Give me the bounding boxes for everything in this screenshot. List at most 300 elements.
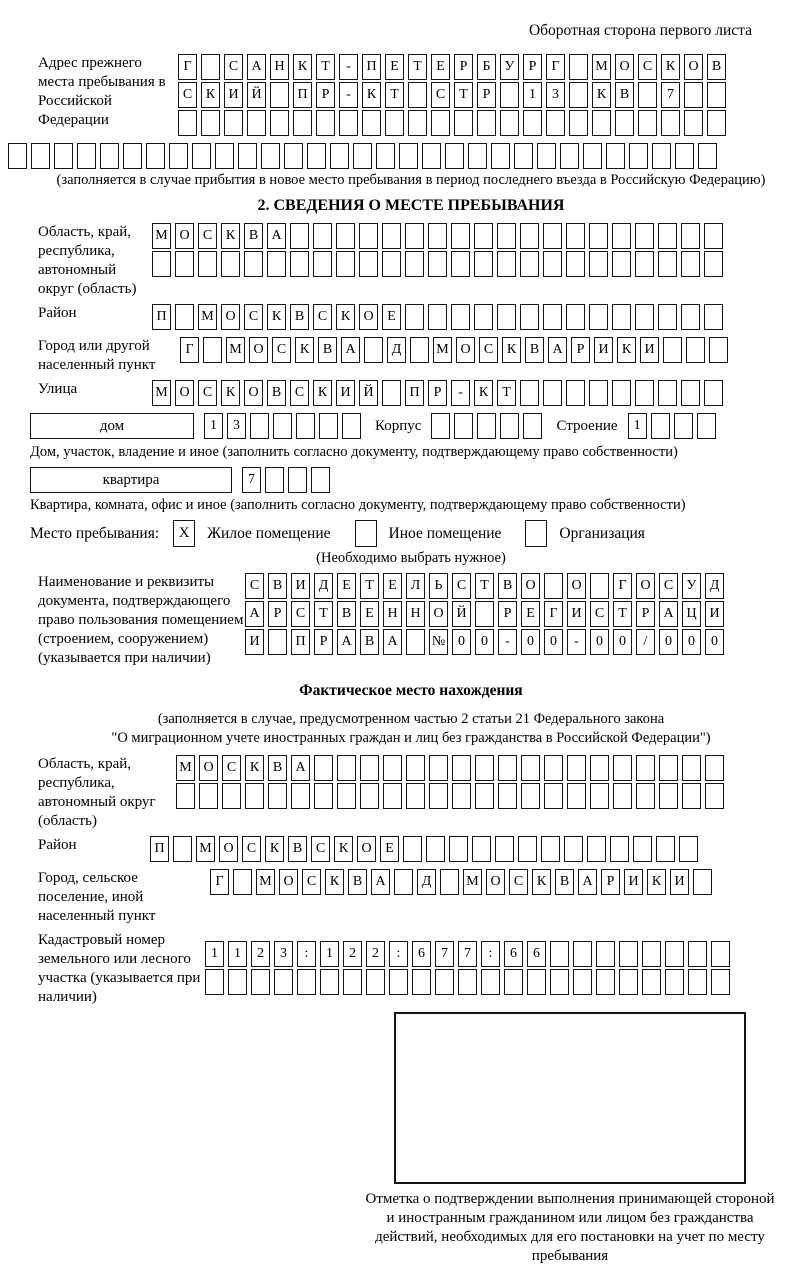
char-cell[interactable] bbox=[8, 143, 27, 169]
char-cell[interactable]: С bbox=[272, 337, 291, 363]
char-cell[interactable]: О bbox=[221, 304, 240, 330]
char-cell[interactable]: 2 bbox=[251, 941, 270, 967]
char-cell[interactable]: П bbox=[150, 836, 169, 862]
char-cell[interactable] bbox=[468, 143, 487, 169]
char-cell[interactable]: П bbox=[152, 304, 171, 330]
char-cell[interactable]: Е bbox=[431, 54, 450, 80]
char-cell[interactable]: № bbox=[429, 629, 448, 655]
char-cell[interactable]: В bbox=[244, 223, 263, 249]
char-cell[interactable]: Н bbox=[406, 601, 425, 627]
char-cell[interactable] bbox=[590, 755, 609, 781]
char-cell[interactable] bbox=[693, 869, 712, 895]
char-cell[interactable]: : bbox=[389, 941, 408, 967]
char-cell[interactable]: Й bbox=[452, 601, 471, 627]
char-cell[interactable] bbox=[704, 380, 723, 406]
char-cell[interactable] bbox=[635, 304, 654, 330]
char-cell[interactable]: С bbox=[311, 836, 330, 862]
char-cell[interactable]: К bbox=[502, 337, 521, 363]
char-cell[interactable] bbox=[293, 110, 312, 136]
char-cell[interactable]: Р bbox=[636, 601, 655, 627]
char-cell[interactable] bbox=[523, 110, 542, 136]
char-cell[interactable]: - bbox=[339, 82, 358, 108]
char-cell[interactable]: 2 bbox=[366, 941, 385, 967]
char-cell[interactable] bbox=[201, 110, 220, 136]
char-cell[interactable] bbox=[583, 143, 602, 169]
char-cell[interactable] bbox=[665, 941, 684, 967]
char-cell[interactable]: Г bbox=[210, 869, 229, 895]
char-cell[interactable]: В bbox=[615, 82, 634, 108]
char-cell[interactable]: С bbox=[242, 836, 261, 862]
char-cell[interactable]: О bbox=[279, 869, 298, 895]
char-cell[interactable]: О bbox=[429, 601, 448, 627]
char-cell[interactable] bbox=[642, 941, 661, 967]
char-cell[interactable] bbox=[500, 82, 519, 108]
char-cell[interactable] bbox=[500, 110, 519, 136]
char-cell[interactable] bbox=[681, 380, 700, 406]
char-cell[interactable] bbox=[251, 969, 270, 995]
char-cell[interactable]: Т bbox=[316, 54, 335, 80]
char-cell[interactable] bbox=[587, 836, 606, 862]
char-cell[interactable]: О bbox=[615, 54, 634, 80]
char-cell[interactable] bbox=[612, 251, 631, 277]
char-cell[interactable] bbox=[449, 836, 468, 862]
char-cell[interactable] bbox=[518, 836, 537, 862]
char-cell[interactable]: И bbox=[336, 380, 355, 406]
char-cell[interactable]: - bbox=[498, 629, 517, 655]
char-cell[interactable]: П bbox=[405, 380, 424, 406]
char-cell[interactable]: Т bbox=[613, 601, 632, 627]
char-cell[interactable]: С bbox=[659, 573, 678, 599]
char-cell[interactable]: М bbox=[152, 380, 171, 406]
char-cell[interactable] bbox=[422, 143, 441, 169]
char-cell[interactable] bbox=[705, 783, 724, 809]
char-cell[interactable]: О bbox=[175, 223, 194, 249]
char-cell[interactable]: 0 bbox=[590, 629, 609, 655]
char-cell[interactable]: 7 bbox=[242, 467, 261, 493]
char-cell[interactable] bbox=[497, 251, 516, 277]
char-cell[interactable] bbox=[330, 143, 349, 169]
char-cell[interactable] bbox=[408, 82, 427, 108]
char-cell[interactable] bbox=[440, 869, 459, 895]
char-cell[interactable]: Р bbox=[571, 337, 590, 363]
char-cell[interactable] bbox=[290, 251, 309, 277]
char-cell[interactable] bbox=[675, 143, 694, 169]
char-cell[interactable] bbox=[474, 304, 493, 330]
stay-type-checkbox-other[interactable] bbox=[355, 520, 377, 547]
house-type-box[interactable]: дом bbox=[30, 413, 194, 439]
char-cell[interactable]: М bbox=[226, 337, 245, 363]
char-cell[interactable]: К bbox=[592, 82, 611, 108]
char-cell[interactable] bbox=[454, 413, 473, 439]
char-cell[interactable] bbox=[658, 304, 677, 330]
char-cell[interactable]: 3 bbox=[274, 941, 293, 967]
char-cell[interactable]: Д bbox=[705, 573, 724, 599]
char-cell[interactable]: У bbox=[682, 573, 701, 599]
char-cell[interactable] bbox=[451, 223, 470, 249]
char-cell[interactable] bbox=[313, 223, 332, 249]
char-cell[interactable] bbox=[244, 251, 263, 277]
char-cell[interactable]: О bbox=[636, 573, 655, 599]
char-cell[interactable]: Р bbox=[498, 601, 517, 627]
char-cell[interactable] bbox=[619, 969, 638, 995]
char-cell[interactable]: С bbox=[224, 54, 243, 80]
char-cell[interactable] bbox=[659, 755, 678, 781]
char-cell[interactable] bbox=[688, 969, 707, 995]
char-cell[interactable] bbox=[406, 629, 425, 655]
char-cell[interactable] bbox=[590, 783, 609, 809]
char-cell[interactable] bbox=[682, 783, 701, 809]
char-cell[interactable] bbox=[613, 755, 632, 781]
char-cell[interactable] bbox=[566, 304, 585, 330]
char-cell[interactable]: К bbox=[334, 836, 353, 862]
char-cell[interactable] bbox=[550, 941, 569, 967]
char-cell[interactable]: В bbox=[348, 869, 367, 895]
char-cell[interactable]: О bbox=[249, 337, 268, 363]
char-cell[interactable] bbox=[638, 82, 657, 108]
char-cell[interactable]: Н bbox=[383, 601, 402, 627]
char-cell[interactable]: Т bbox=[360, 573, 379, 599]
char-cell[interactable]: Г bbox=[180, 337, 199, 363]
char-cell[interactable] bbox=[697, 413, 716, 439]
char-cell[interactable]: П bbox=[291, 629, 310, 655]
char-cell[interactable]: К bbox=[617, 337, 636, 363]
char-cell[interactable] bbox=[477, 413, 496, 439]
char-cell[interactable]: Т bbox=[314, 601, 333, 627]
char-cell[interactable] bbox=[498, 783, 517, 809]
char-cell[interactable] bbox=[267, 251, 286, 277]
char-cell[interactable] bbox=[152, 251, 171, 277]
char-cell[interactable]: С bbox=[198, 223, 217, 249]
char-cell[interactable] bbox=[408, 110, 427, 136]
char-cell[interactable]: : bbox=[481, 941, 500, 967]
char-cell[interactable] bbox=[567, 755, 586, 781]
char-cell[interactable] bbox=[569, 110, 588, 136]
char-cell[interactable] bbox=[707, 110, 726, 136]
char-cell[interactable]: В bbox=[498, 573, 517, 599]
char-cell[interactable]: 3 bbox=[227, 413, 246, 439]
char-cell[interactable] bbox=[475, 755, 494, 781]
char-cell[interactable] bbox=[364, 337, 383, 363]
char-cell[interactable] bbox=[192, 143, 211, 169]
char-cell[interactable] bbox=[567, 783, 586, 809]
char-cell[interactable] bbox=[175, 251, 194, 277]
char-cell[interactable] bbox=[521, 755, 540, 781]
char-cell[interactable] bbox=[339, 110, 358, 136]
char-cell[interactable] bbox=[268, 629, 287, 655]
char-cell[interactable] bbox=[314, 783, 333, 809]
char-cell[interactable] bbox=[612, 223, 631, 249]
char-cell[interactable] bbox=[454, 110, 473, 136]
char-cell[interactable]: Р bbox=[428, 380, 447, 406]
char-cell[interactable] bbox=[431, 413, 450, 439]
char-cell[interactable] bbox=[215, 143, 234, 169]
char-cell[interactable]: В bbox=[268, 573, 287, 599]
char-cell[interactable] bbox=[705, 755, 724, 781]
char-cell[interactable]: О bbox=[486, 869, 505, 895]
char-cell[interactable] bbox=[362, 110, 381, 136]
char-cell[interactable] bbox=[635, 251, 654, 277]
char-cell[interactable] bbox=[31, 143, 50, 169]
char-cell[interactable]: С bbox=[452, 573, 471, 599]
char-cell[interactable] bbox=[566, 223, 585, 249]
char-cell[interactable] bbox=[704, 304, 723, 330]
char-cell[interactable] bbox=[366, 969, 385, 995]
char-cell[interactable] bbox=[412, 969, 431, 995]
char-cell[interactable] bbox=[658, 380, 677, 406]
char-cell[interactable]: Р bbox=[268, 601, 287, 627]
char-cell[interactable]: Т bbox=[385, 82, 404, 108]
char-cell[interactable] bbox=[573, 969, 592, 995]
char-cell[interactable]: Н bbox=[270, 54, 289, 80]
char-cell[interactable] bbox=[178, 110, 197, 136]
char-cell[interactable]: К bbox=[295, 337, 314, 363]
char-cell[interactable] bbox=[224, 110, 243, 136]
char-cell[interactable]: Б bbox=[477, 54, 496, 80]
char-cell[interactable] bbox=[54, 143, 73, 169]
char-cell[interactable] bbox=[521, 783, 540, 809]
char-cell[interactable] bbox=[651, 413, 670, 439]
char-cell[interactable]: К bbox=[313, 380, 332, 406]
char-cell[interactable] bbox=[451, 251, 470, 277]
char-cell[interactable]: М bbox=[592, 54, 611, 80]
char-cell[interactable]: С bbox=[198, 380, 217, 406]
char-cell[interactable]: О bbox=[684, 54, 703, 80]
char-cell[interactable]: К bbox=[647, 869, 666, 895]
char-cell[interactable] bbox=[491, 143, 510, 169]
char-cell[interactable] bbox=[311, 467, 330, 493]
char-cell[interactable] bbox=[610, 836, 629, 862]
char-cell[interactable] bbox=[100, 143, 119, 169]
char-cell[interactable] bbox=[472, 836, 491, 862]
char-cell[interactable] bbox=[376, 143, 395, 169]
char-cell[interactable] bbox=[428, 304, 447, 330]
char-cell[interactable]: М bbox=[152, 223, 171, 249]
char-cell[interactable] bbox=[656, 836, 675, 862]
stay-type-checkbox-residential[interactable]: X bbox=[173, 520, 195, 547]
char-cell[interactable]: А bbox=[341, 337, 360, 363]
char-cell[interactable] bbox=[123, 143, 142, 169]
char-cell[interactable]: Т bbox=[408, 54, 427, 80]
char-cell[interactable] bbox=[410, 337, 429, 363]
char-cell[interactable] bbox=[527, 969, 546, 995]
char-cell[interactable]: И bbox=[705, 601, 724, 627]
char-cell[interactable] bbox=[592, 110, 611, 136]
char-cell[interactable]: 3 bbox=[546, 82, 565, 108]
char-cell[interactable]: У bbox=[500, 54, 519, 80]
char-cell[interactable] bbox=[403, 836, 422, 862]
char-cell[interactable]: В bbox=[360, 629, 379, 655]
char-cell[interactable]: Е bbox=[383, 573, 402, 599]
char-cell[interactable]: А bbox=[548, 337, 567, 363]
char-cell[interactable] bbox=[250, 413, 269, 439]
char-cell[interactable]: Г bbox=[546, 54, 565, 80]
char-cell[interactable] bbox=[612, 380, 631, 406]
char-cell[interactable]: - bbox=[339, 54, 358, 80]
char-cell[interactable]: О bbox=[359, 304, 378, 330]
char-cell[interactable]: 0 bbox=[521, 629, 540, 655]
char-cell[interactable] bbox=[452, 755, 471, 781]
char-cell[interactable] bbox=[445, 143, 464, 169]
char-cell[interactable] bbox=[291, 783, 310, 809]
char-cell[interactable] bbox=[661, 110, 680, 136]
char-cell[interactable] bbox=[203, 337, 222, 363]
char-cell[interactable]: С bbox=[245, 573, 264, 599]
char-cell[interactable]: / bbox=[636, 629, 655, 655]
char-cell[interactable]: К bbox=[325, 869, 344, 895]
char-cell[interactable] bbox=[543, 223, 562, 249]
char-cell[interactable]: В bbox=[525, 337, 544, 363]
char-cell[interactable]: С bbox=[222, 755, 241, 781]
char-cell[interactable]: К bbox=[474, 380, 493, 406]
char-cell[interactable] bbox=[589, 223, 608, 249]
char-cell[interactable]: А bbox=[578, 869, 597, 895]
char-cell[interactable]: 6 bbox=[527, 941, 546, 967]
char-cell[interactable] bbox=[173, 836, 192, 862]
char-cell[interactable]: И bbox=[594, 337, 613, 363]
char-cell[interactable] bbox=[319, 413, 338, 439]
char-cell[interactable]: 0 bbox=[452, 629, 471, 655]
char-cell[interactable] bbox=[385, 110, 404, 136]
char-cell[interactable]: Ь bbox=[429, 573, 448, 599]
char-cell[interactable] bbox=[314, 755, 333, 781]
char-cell[interactable] bbox=[429, 783, 448, 809]
char-cell[interactable]: С bbox=[313, 304, 332, 330]
char-cell[interactable] bbox=[633, 836, 652, 862]
char-cell[interactable]: Е bbox=[380, 836, 399, 862]
char-cell[interactable] bbox=[199, 783, 218, 809]
apartment-type-box[interactable]: квартира bbox=[30, 467, 232, 493]
char-cell[interactable] bbox=[382, 380, 401, 406]
char-cell[interactable]: М bbox=[196, 836, 215, 862]
char-cell[interactable] bbox=[590, 573, 609, 599]
char-cell[interactable] bbox=[336, 223, 355, 249]
char-cell[interactable]: М bbox=[433, 337, 452, 363]
char-cell[interactable]: Р bbox=[316, 82, 335, 108]
char-cell[interactable] bbox=[681, 223, 700, 249]
char-cell[interactable]: К bbox=[221, 380, 240, 406]
char-cell[interactable] bbox=[201, 54, 220, 80]
char-cell[interactable]: 1 bbox=[204, 413, 223, 439]
char-cell[interactable] bbox=[497, 223, 516, 249]
char-cell[interactable] bbox=[709, 337, 728, 363]
char-cell[interactable]: Р bbox=[454, 54, 473, 80]
char-cell[interactable]: 7 bbox=[661, 82, 680, 108]
char-cell[interactable] bbox=[629, 143, 648, 169]
char-cell[interactable]: Й bbox=[359, 380, 378, 406]
char-cell[interactable] bbox=[175, 304, 194, 330]
char-cell[interactable] bbox=[77, 143, 96, 169]
char-cell[interactable] bbox=[544, 755, 563, 781]
char-cell[interactable]: Е bbox=[337, 573, 356, 599]
char-cell[interactable] bbox=[682, 755, 701, 781]
char-cell[interactable]: С bbox=[302, 869, 321, 895]
char-cell[interactable]: В bbox=[555, 869, 574, 895]
char-cell[interactable]: М bbox=[256, 869, 275, 895]
char-cell[interactable]: Е bbox=[521, 601, 540, 627]
char-cell[interactable]: В bbox=[288, 836, 307, 862]
char-cell[interactable] bbox=[681, 304, 700, 330]
char-cell[interactable] bbox=[475, 783, 494, 809]
char-cell[interactable]: 6 bbox=[504, 941, 523, 967]
char-cell[interactable] bbox=[221, 251, 240, 277]
char-cell[interactable]: О bbox=[521, 573, 540, 599]
char-cell[interactable]: Д bbox=[387, 337, 406, 363]
char-cell[interactable]: М bbox=[198, 304, 217, 330]
char-cell[interactable]: 7 bbox=[435, 941, 454, 967]
char-cell[interactable] bbox=[543, 304, 562, 330]
char-cell[interactable]: В bbox=[268, 755, 287, 781]
char-cell[interactable] bbox=[606, 143, 625, 169]
char-cell[interactable]: Ц bbox=[682, 601, 701, 627]
char-cell[interactable] bbox=[635, 223, 654, 249]
char-cell[interactable]: 1 bbox=[523, 82, 542, 108]
char-cell[interactable] bbox=[245, 783, 264, 809]
char-cell[interactable] bbox=[481, 969, 500, 995]
char-cell[interactable] bbox=[520, 251, 539, 277]
char-cell[interactable] bbox=[543, 380, 562, 406]
char-cell[interactable]: О bbox=[175, 380, 194, 406]
char-cell[interactable]: И bbox=[640, 337, 659, 363]
char-cell[interactable] bbox=[268, 783, 287, 809]
char-cell[interactable] bbox=[431, 110, 450, 136]
char-cell[interactable] bbox=[399, 143, 418, 169]
char-cell[interactable] bbox=[247, 110, 266, 136]
char-cell[interactable] bbox=[514, 143, 533, 169]
char-cell[interactable]: О bbox=[199, 755, 218, 781]
char-cell[interactable]: П bbox=[293, 82, 312, 108]
char-cell[interactable]: П bbox=[362, 54, 381, 80]
char-cell[interactable] bbox=[337, 755, 356, 781]
char-cell[interactable]: И bbox=[245, 629, 264, 655]
char-cell[interactable] bbox=[658, 223, 677, 249]
char-cell[interactable]: 1 bbox=[205, 941, 224, 967]
char-cell[interactable]: В bbox=[290, 304, 309, 330]
char-cell[interactable] bbox=[426, 836, 445, 862]
char-cell[interactable]: 0 bbox=[705, 629, 724, 655]
char-cell[interactable] bbox=[544, 573, 563, 599]
char-cell[interactable] bbox=[238, 143, 257, 169]
char-cell[interactable] bbox=[435, 969, 454, 995]
char-cell[interactable] bbox=[684, 82, 703, 108]
char-cell[interactable]: А bbox=[337, 629, 356, 655]
char-cell[interactable]: : bbox=[297, 941, 316, 967]
char-cell[interactable] bbox=[205, 969, 224, 995]
char-cell[interactable] bbox=[698, 143, 717, 169]
char-cell[interactable] bbox=[222, 783, 241, 809]
char-cell[interactable]: И bbox=[670, 869, 689, 895]
char-cell[interactable] bbox=[566, 380, 585, 406]
char-cell[interactable] bbox=[342, 413, 361, 439]
char-cell[interactable] bbox=[619, 941, 638, 967]
char-cell[interactable] bbox=[520, 223, 539, 249]
char-cell[interactable] bbox=[383, 755, 402, 781]
char-cell[interactable]: С bbox=[431, 82, 450, 108]
char-cell[interactable]: - bbox=[451, 380, 470, 406]
char-cell[interactable]: С bbox=[638, 54, 657, 80]
char-cell[interactable]: А bbox=[371, 869, 390, 895]
char-cell[interactable]: 0 bbox=[475, 629, 494, 655]
char-cell[interactable] bbox=[428, 251, 447, 277]
char-cell[interactable] bbox=[274, 969, 293, 995]
char-cell[interactable] bbox=[405, 251, 424, 277]
char-cell[interactable] bbox=[228, 969, 247, 995]
char-cell[interactable]: С bbox=[291, 601, 310, 627]
char-cell[interactable] bbox=[337, 783, 356, 809]
char-cell[interactable] bbox=[520, 304, 539, 330]
char-cell[interactable] bbox=[589, 380, 608, 406]
char-cell[interactable]: О bbox=[357, 836, 376, 862]
char-cell[interactable] bbox=[146, 143, 165, 169]
